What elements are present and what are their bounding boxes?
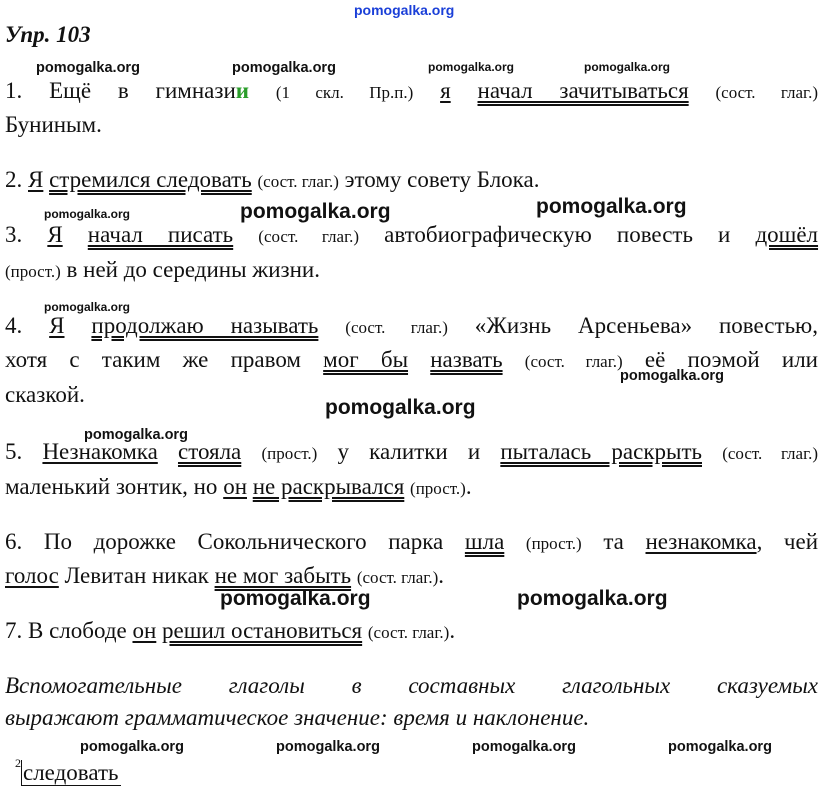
sentence-6-line-1: 6. По дорожке Сокольнического парка шла (прост.) та незнакомка, чей: [5, 529, 819, 554]
watermark: pomogalka.org: [84, 427, 188, 443]
predicate-type: (сост. глаг.): [722, 444, 819, 463]
predicate: продолжаю называть: [91, 313, 319, 338]
predicate: шла: [464, 529, 505, 554]
subject: он: [223, 474, 247, 499]
predicate: назвать: [430, 347, 503, 372]
watermark: pomogalka.org: [44, 207, 131, 221]
predicate: не раскрывался: [252, 474, 405, 499]
predicate-type: (сост. глаг.): [524, 352, 623, 371]
grammar-note: (1 скл. Пр.п.): [275, 83, 414, 102]
predicate: начал зачитываться: [477, 78, 689, 103]
watermark: pomogalka.org: [220, 587, 371, 610]
subject: Я: [28, 167, 44, 192]
subject: он: [132, 618, 157, 643]
exercise-title: Упр. 103: [5, 22, 91, 47]
watermark: pomogalka.org: [240, 200, 391, 223]
watermark: pomogalka.org: [276, 739, 380, 755]
sentence-7: 7. В слободе он решил остановиться (сост. глаг.).: [5, 618, 456, 643]
watermark: pomogalka.org: [325, 396, 476, 419]
predicate-type: (сост. глаг.): [257, 172, 339, 191]
predicate: стремился следовать: [49, 167, 252, 192]
sentence-4-line-1: 4. Я продолжаю называть (сост. глаг.) «Жизнь Арсеньева» повестью,: [5, 313, 818, 338]
conclusion-line-1: Вспомогательные глаголы в составных глагольных сказуемых: [5, 673, 818, 698]
watermark: pomogalka.org: [517, 587, 668, 610]
predicate: мог бы: [323, 347, 409, 372]
watermark: pomogalka.org: [428, 60, 515, 74]
morpheme-word: следовать: [23, 760, 119, 785]
sentence-4-line-2: хотя с таким же правом мог бы назвать (сост. глаг.) её поэмой или: [5, 347, 818, 372]
sentence-4-line-3: сказкой.: [5, 382, 85, 407]
subject: Я: [49, 313, 65, 338]
subject: Незнакомка: [42, 439, 158, 464]
predicate-type: (прост.): [410, 479, 466, 498]
subject: голос: [5, 563, 59, 588]
sentence-2: 2. Я стремился следовать (сост. глаг.) этому совету Блока.: [5, 167, 540, 192]
predicate: стояла: [177, 439, 242, 464]
predicate: не мог забыть: [214, 563, 352, 588]
predicate: решил остановиться: [162, 618, 363, 643]
sentence-6-line-2: голос Левитан никак не мог забыть (сост. глаг.).: [5, 563, 445, 588]
subject: незнакомка: [645, 529, 757, 554]
watermark: pomogalka.org: [584, 60, 671, 74]
highlighted-ending: и: [235, 78, 250, 103]
predicate-type: (сост. глаг.): [367, 623, 450, 642]
predicate: начал писать: [87, 222, 234, 247]
predicate-type: (сост. глаг.): [715, 83, 818, 102]
watermark: pomogalka.org: [472, 739, 576, 755]
sentence-1-line-2: Буниным.: [5, 112, 102, 137]
predicate-type: (прост.): [525, 534, 582, 553]
watermark: pomogalka.org: [232, 60, 336, 76]
predicate-type: (прост.): [261, 444, 318, 463]
watermark: pomogalka.org: [668, 739, 772, 755]
sentence-3-line-2: (прост.) в ней до середины жизни.: [5, 257, 320, 282]
footnote-marker: 2: [15, 756, 21, 770]
footnote-word-parse: [15, 756, 121, 786]
watermark: pomogalka.org: [80, 739, 184, 755]
watermark: pomogalka.org: [36, 60, 140, 76]
watermark: pomogalka.org: [536, 195, 687, 218]
predicate-type: (сост. глаг.): [258, 227, 360, 246]
predicate: дошёл: [755, 222, 819, 247]
sentence-3-line-1: 3. Я начал писать (сост. глаг.) автобиографическую повесть и дошёл: [5, 222, 819, 247]
subject: я: [440, 78, 451, 103]
sentence-5-line-1: 5. Незнакомка стояла (прост.) у калитки и пыталась раскрыть (сост. глаг.): [5, 439, 819, 464]
conclusion-line-2: выражают грамматическое значение: время и наклонение.: [5, 705, 590, 730]
watermark-top[interactable]: pomogalka.org: [354, 2, 455, 18]
watermark: pomogalka.org: [620, 368, 724, 384]
watermark: pomogalka.org: [44, 300, 131, 314]
predicate: пыталась раскрыть: [500, 439, 702, 464]
sentence-1-line-1: 1. Ещё в гимназии (1 скл. Пр.п.) я начал зачитываться (сост. глаг.): [5, 78, 818, 103]
subject: Я: [47, 222, 63, 247]
predicate-type: (прост.): [5, 262, 61, 281]
sentence-5-line-2: маленький зонтик, но он не раскрывался (прост.).: [5, 474, 472, 499]
predicate-type: (сост. глаг.): [356, 568, 439, 587]
predicate-type: (сост. глаг.): [345, 318, 448, 337]
